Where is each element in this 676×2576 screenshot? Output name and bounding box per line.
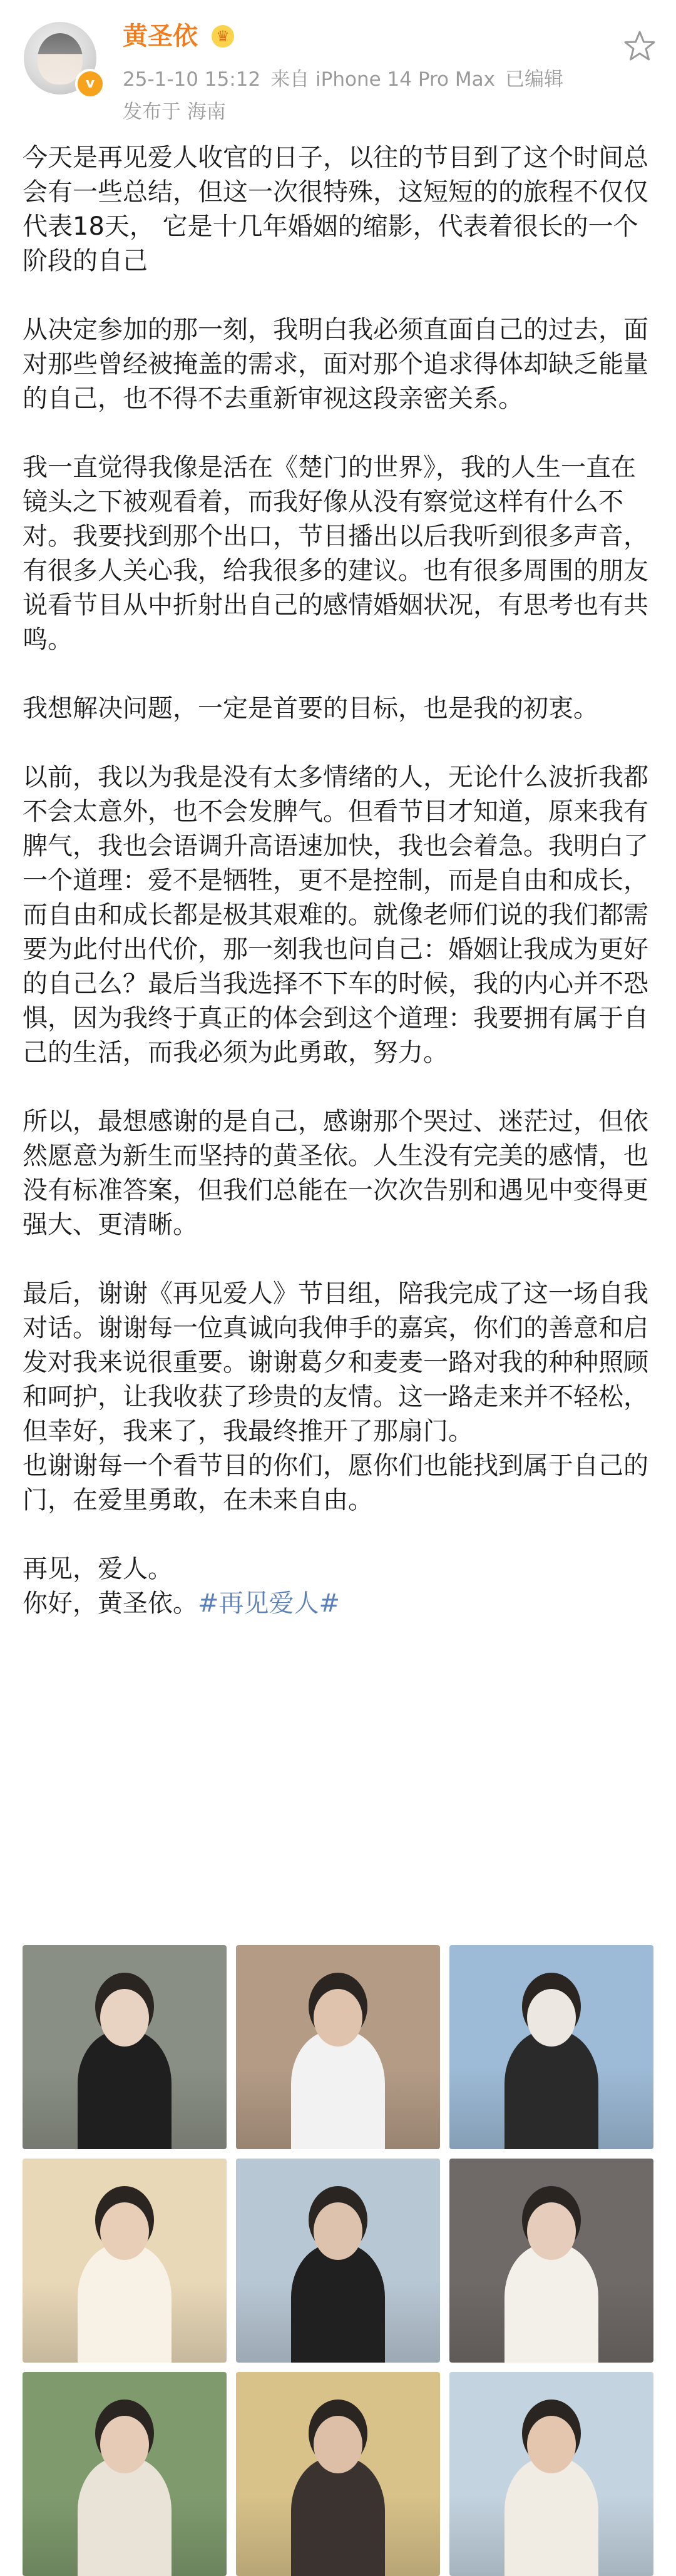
hashtag-link[interactable]: #再见爱人# [198,1589,341,1618]
photo-face [100,1989,149,2047]
closing-line: 你好，黄圣依。 [23,1589,198,1618]
photo-woman-on-white-horse[interactable] [449,1945,653,2149]
paragraph-5: 以前，我以为我是没有太多情绪的人，无论什么波折我都不会太意外，也不会发脾气。但看节目才知道，原来我有脾气，我也会语调升高语速加快，我也会着急。我明白了一个道理：爱不是牺牲，更不是控制，而是自由和成长，而自由和成长都是极其艰难的。就像老师们说的我们都需要为此付出代价，那一刻我也问自己：婚姻让我成为更好的自己么？最后当我选择不下车的时候，我的内心并不恐惧，因为我终于真正的体会到这个道理：我要拥有属于自己的生活，而我必须为此勇敢，努力。 [23,763,648,1067]
photo-face [527,2202,576,2260]
photo-figure [504,2457,598,2576]
paragraph-8a: 再见，爱人。 [23,1555,173,1583]
photo-face [314,2202,362,2260]
paragraph-6: 所以，最想感谢的是自己，感谢那个哭过、迷茫过，但依然愿意为新生而坚持的黄圣依。人生没有完美的感情，也没有标准答案，但我们总能在一次次告别和遇见中变得更强大、更清晰。 [23,1107,648,1239]
photo-face [314,2416,362,2473]
photo-figure [78,2030,172,2149]
photo-woman-white-tee-sunglasses[interactable] [236,1945,440,2149]
photo-figure [78,2244,172,2363]
crown-icon[interactable]: ♛ [212,25,234,48]
post-timestamp: 25-1-10 15:12 [123,68,261,91]
avatar-image [38,33,83,84]
photo-woman-green-backdrop[interactable] [23,2372,227,2576]
paragraph-7a: 最后，谢谢《再见爱人》节目组，陪我完成了这一场自我对话。谢谢每一位真诚向我伸手的嘉宾，你们的善意和启发对我来说很重要。谢谢葛夕和麦麦一路对我的种种照顾和呵护，让我收获了珍贵的友情。这一路走来并不轻松，但幸好，我来了，我最终推开了那扇门。 [23,1279,648,1446]
paragraph-7b: 也谢谢每一个看节目的你们，愿你们也能找到属于自己的门，在爱里勇敢，在未来自由。 [23,1451,648,1515]
photo-figure [291,2457,385,2576]
paragraph-2: 从决定参加的那一刻，我明白我必须直面自己的过去，面对那些曾经被掩盖的需求，面对那个追求得体却缺乏能量的自己，也不得不去重新审视这段亲密关系。 [23,315,648,413]
paragraph-8b [23,1587,653,1621]
photo-grid [23,1945,653,2576]
photo-woman-black-top-outdoor[interactable] [23,1945,227,2149]
post-edited[interactable]: 已编辑 [504,68,563,91]
photo-woman-cap-yellow-wall[interactable] [236,2372,440,2576]
verified-badge-icon: v [75,69,105,99]
photo-face [314,1989,362,2047]
photo-woman-leaning-pole[interactable] [236,2159,440,2363]
star-icon[interactable] [621,28,658,66]
post-meta [123,68,563,91]
post-header [0,0,676,135]
photo-face [527,2416,576,2473]
post-source: 来自 iPhone 14 Pro Max [270,68,495,91]
post-body [23,141,653,1621]
photo-face [100,2202,149,2260]
photo-figure [504,2030,598,2149]
username[interactable]: 黄圣依 [123,22,198,51]
photo-woman-white-dress-sunset[interactable] [23,2159,227,2363]
photo-figure [291,2244,385,2363]
photo-face [100,2416,149,2473]
paragraph-1: 今天是再见爱人收官的日子，以往的节目到了这个时间总会有一些总结，但这一次很特殊，这短短的的旅程不仅仅代表18天， 它是十几年婚姻的缩影，代表着很长的一个阶段的自己 [23,143,648,275]
photo-woman-braid-field[interactable] [449,2372,653,2576]
photo-face [527,1989,576,2047]
photo-figure [78,2457,172,2576]
photo-figure [504,2244,598,2363]
paragraph-4: 我想解决问题，一定是首要的目标，也是我的初衷。 [23,694,598,723]
photo-figure [291,2030,385,2149]
paragraph-3: 我一直觉得我像是活在《楚门的世界》，我的人生一直在镜头之下被观看着，而我好像从没有察觉这样有什么不对。我要找到那个出口，节目播出以后我听到很多声音，有很多人关心我，给我很多的建议。也有很多周围的朋友说看节目从中折射出自己的感情婚姻状况，有思考也有共鸣。 [23,453,648,654]
photo-woman-closeup-portrait[interactable] [449,2159,653,2363]
post-location: 发布于 海南 [123,101,226,123]
